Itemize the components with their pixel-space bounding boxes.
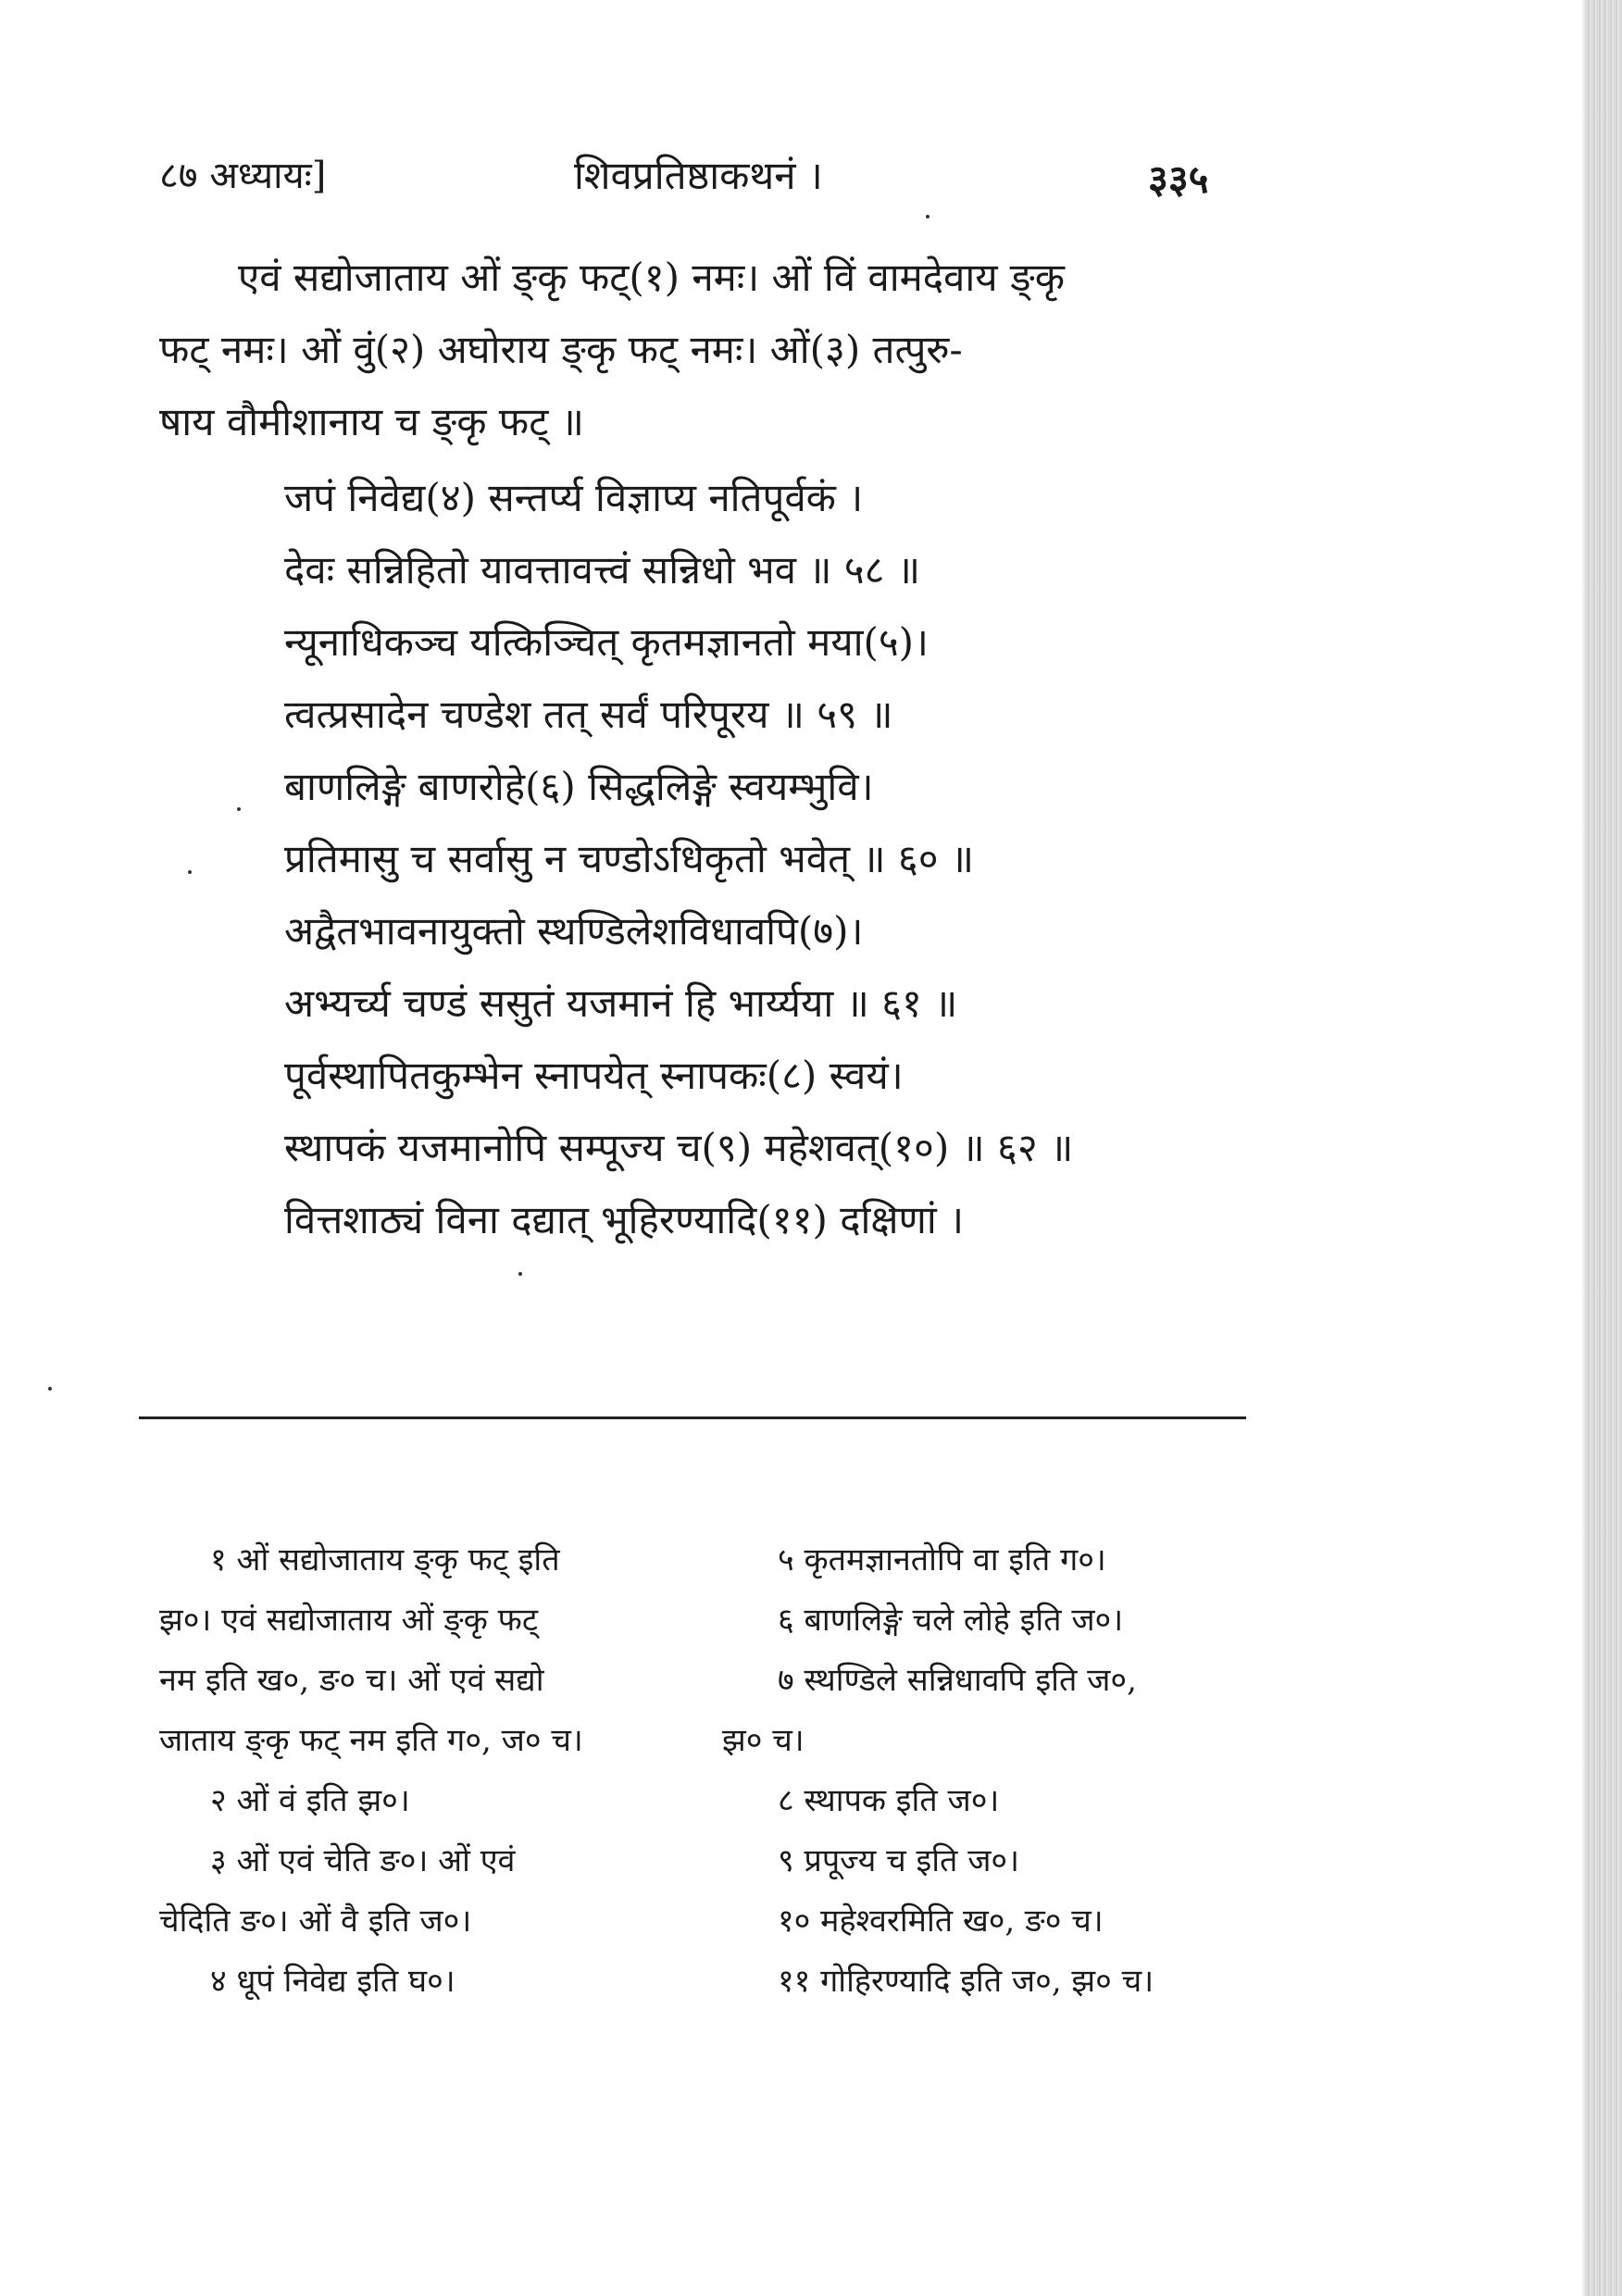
scan-speck: [48, 1387, 52, 1391]
verse-line: त्वत्प्रसादेन चण्डेश तत् सर्वं परिपूरय ॥ ५९ ॥: [284, 692, 893, 737]
prose-line: फट् नमः। ओं वुं(२) अघोराय ङ्कृ फट् नमः। ओं(३) तत्पुरु-: [159, 327, 963, 372]
verse-line: जपं निवेद्य(४) सन्तर्प्य विज्ञाप्य नतिपूर्वकं ।: [284, 475, 864, 520]
footnote-line: १० महेश्वरमिति ख०, ङ० च।: [778, 1903, 1104, 1940]
prose-line: एवं सद्योजाताय ओं ङ्कृ फट्(१) नमः। ओं विं वामदेवाय ङ्कृ: [238, 255, 1066, 300]
footnote-line: ११ गोहिरण्यादि इति ज०, झ० च।: [778, 1963, 1154, 2000]
footnote-line: झ० च।: [722, 1722, 805, 1759]
footnote-line: नम इति ख०, ङ० च। ओं एवं सद्यो: [159, 1662, 544, 1699]
footnote-line: चेदिति ङ०। ओं वै इति ज०।: [159, 1903, 472, 1940]
footnote-line: १ ओं सद्योजाताय ङ्कृ फट् इति: [210, 1541, 560, 1578]
footnote-line: २ ओं वं इति झ०।: [210, 1782, 410, 1819]
verse-line: बाणलिङ्गे बाणरोहे(६) सिद्धलिङ्गे स्वयम्भुवि।: [284, 764, 874, 809]
page-header: [0, 139, 1622, 213]
footnote-line: ५ कृतमज्ञानतोपि वा इति ग०।: [778, 1541, 1106, 1578]
footnote-line: झ०। एवं सद्योजाताय ओं ङ्कृ फट्: [159, 1602, 539, 1639]
verse-line: अद्वैतभावनायुक्तो स्थण्डिलेशविधावपि(७)।: [284, 908, 864, 954]
verse-line: अभ्यर्च्य चण्डं ससुतं यजमानं हि भार्य्यया ॥ ६१ ॥: [284, 980, 958, 1026]
verse-line: पूर्वस्थापितकुम्भेन स्नापयेत् स्नापकः(८) स्वयं।: [284, 1053, 904, 1098]
footnote-line: ९ प्रपूज्य च इति ज०।: [778, 1842, 1019, 1879]
footnote-line: जाताय ङ्कृ फट् नम इति ग०, ज० च।: [159, 1722, 583, 1759]
running-title: शिवप्रतिष्ठाकथनं ।: [574, 153, 823, 198]
verse-line: न्यूनाधिकञ्च यत्किञ्चित् कृतमज्ञानतो मया(५)।: [284, 619, 929, 665]
page-number: ३३५: [1148, 156, 1209, 202]
verse-line: स्थापकं यजमानोपि सम्पूज्य च(९) महेशवत्(१०) ॥ ६२ ॥: [284, 1125, 1074, 1170]
page-edge-fade: [1581, 0, 1587, 2296]
footnote-line: ८ स्थापक इति ज०।: [778, 1782, 1000, 1819]
chapter-label: ८७ अध्यायः]: [159, 155, 327, 197]
scan-speck: [518, 1272, 522, 1276]
page-edge-shadow: [1587, 0, 1622, 2296]
footnote-line: ३ ओं एवं चेति ङ०। ओं एवं: [210, 1842, 516, 1879]
footnote-line: ७ स्थण्डिले सन्निधावपि इति ज०,: [778, 1662, 1137, 1699]
verse-line: देवः सन्निहितो यावत्तावत्त्वं सन्निधो भव ॥ ५८ ॥: [284, 547, 920, 593]
scan-speck: [237, 807, 241, 811]
verse-line: वित्तशाठ्यं विना दद्यात् भूहिरण्यादि(११) दक्षिणां ।: [284, 1197, 965, 1242]
scan-speck: [926, 215, 930, 218]
footnote-line: ६ बाणलिङ्गे चले लोहे इति ज०।: [778, 1602, 1124, 1639]
footnote-line: ४ धूपं निवेद्य इति घ०।: [210, 1963, 455, 2000]
footnote-divider: [139, 1416, 1246, 1419]
prose-line: षाय वौमीशानाय च ङ्कृ फट् ॥: [159, 399, 584, 444]
verse-line: प्रतिमासु च सर्वासु न चण्डोऽधिकृतो भवेत् ॥ ६० ॥: [284, 836, 975, 881]
scan-speck: [188, 870, 192, 874]
